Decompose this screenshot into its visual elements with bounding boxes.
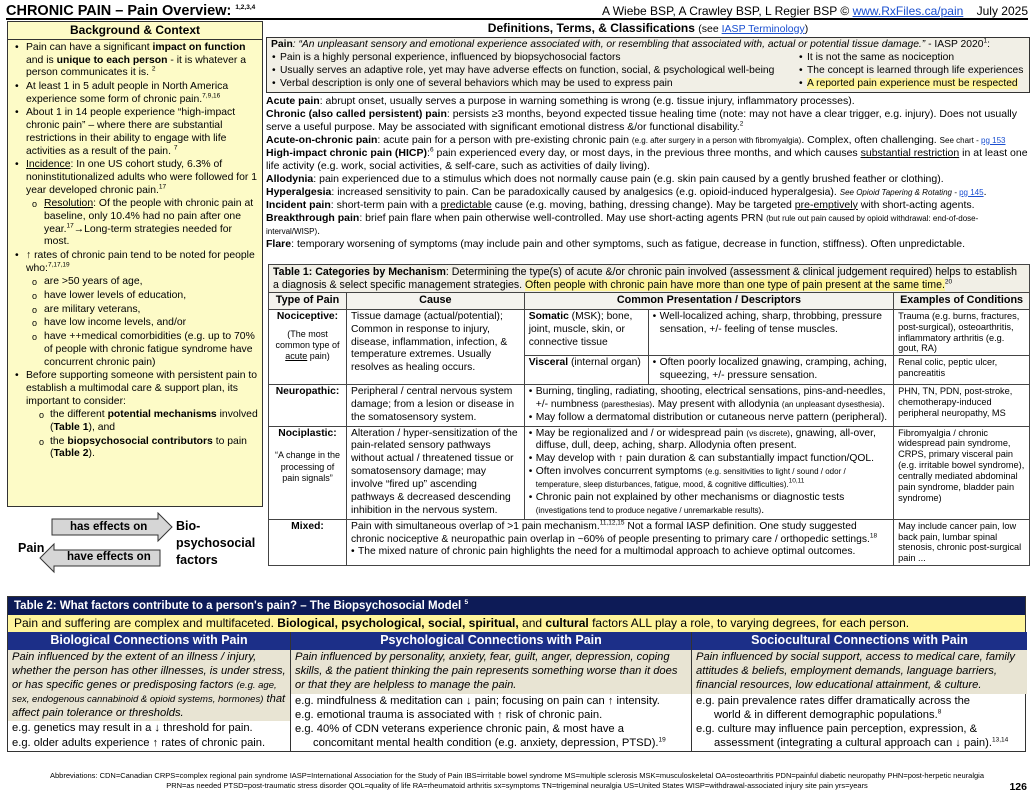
presentation-cell: • Burning, tingling, radiating, shooting, electrical sensations, pins-and-needles, +/- numbness (paresthesias). May present with allodynia (an unpleasant dysesthesia). • May follow a dermatomal distribution or cutaneous nerve pattern (peripheral). bbox=[524, 385, 893, 427]
iasp-definition-box bbox=[266, 37, 1030, 92]
table1-header: Common Presentation / Descriptors bbox=[524, 293, 893, 309]
iasp-point: • Pain is a highly personal experience, influenced by biopsychosocial factors bbox=[271, 52, 798, 65]
iasp-point: • The concept is learned through life experiences bbox=[798, 65, 1025, 78]
definitions-title: Definitions, Terms, & Classifications (see IASP Terminology) bbox=[487, 21, 809, 35]
psychological-column bbox=[291, 632, 692, 750]
example-line: world & in different demographic populations.$^8$ bbox=[714, 708, 942, 721]
background-subpoint: o the biopsychosocial contributors to pain (Table 2). bbox=[14, 436, 258, 461]
pg153-link[interactable]: pg 153 bbox=[981, 135, 1006, 145]
table1-header: Examples of Conditions bbox=[894, 293, 1030, 309]
table1-caption: Table 1: Categories by Mechanism: Determining the type(s) of acute &/or chronic pain involved (assessment & clinical judgement required) helps to establish a diagnosis & select specific management strategies. Often people with chronic pain have more than one type of pain present at the same time.$^{20}$ bbox=[269, 265, 1030, 293]
iasp-terminology-link[interactable]: IASP Terminology bbox=[721, 23, 805, 35]
examples-cell: Fibromyalgia / chronic widespread pain syndrome, CRPS, primary visceral pain (e.g. irritable bowel syndrome), centrally mediated abdominal pain syndrome, bladder pain syndrome) bbox=[894, 426, 1030, 519]
page-header bbox=[6, 2, 1028, 20]
column-description: Pain influenced by personality, anxiety, fear, guilt, anger, depression, coping skills, & the patient thinking the pain represents something worse than it does or that they are helpless to manage the pain. bbox=[291, 650, 691, 694]
biological-column bbox=[8, 632, 291, 750]
pain-bps-diagram bbox=[10, 512, 262, 594]
presentation-cell: • Often poorly localized gnawing, cramping, aching, squeezing, +/- pressure sensation. bbox=[648, 356, 894, 385]
type-neuropathic: Neuropathic: bbox=[269, 385, 347, 427]
column-description: Pain influenced by the extent of an illness / injury, whether the person has other illnesses, is under stress, or has specific genes or predisposing factors (e.g. age, sex, endogenous cannabinoid & opioid systems, hormones) that affect pain tolerance or thresholds. bbox=[8, 650, 290, 721]
page-title: CHRONIC PAIN – Pain Overview: $^{1,2,3,4}$ bbox=[6, 3, 256, 19]
page-number: 126 bbox=[1009, 781, 1027, 793]
risk-item: o have low income levels, and/or bbox=[14, 317, 258, 330]
term-chronic-pain: Chronic (also called persistent) pain: persists ≥3 months, beyond expected tissue healing time (note: may not have a clear trigger, e.g. injury). Does not usually serve a useful purpose. May be associated with significant emotional distress &/or functional disability.$^2$ bbox=[266, 107, 1018, 133]
rxfiles-link[interactable]: www.RxFiles.ca/pain bbox=[852, 4, 964, 18]
risk-item: o are >50 years of age, bbox=[14, 276, 258, 289]
table2-subtitle: Pain and suffering are complex and multifaceted. Biological, psychological, social, spiritual, and cultural factors ALL play a role, to varying degrees, for each person. bbox=[8, 615, 1025, 632]
table1-header: Type of Pain bbox=[269, 293, 347, 309]
risk-item: o have ++medical comorbidities (e.g. up to 70% of people with chronic fatigue syndrome have concurrent chronic pain) bbox=[14, 331, 258, 369]
table2-title: Table 2: What factors contribute to a person's pain? – The Biopsychosocial Model $^5$ bbox=[8, 597, 1025, 615]
examples-cell: Renal colic, peptic ulcer, pancreatitis bbox=[894, 356, 1030, 385]
example-line: concomitant mental health condition (e.g. anxiety, depression, PTSD).$^{19}$ bbox=[313, 736, 666, 750]
example-line: e.g. pain prevalence rates differ dramatically across the bbox=[696, 694, 971, 707]
table-row bbox=[269, 519, 1030, 565]
table1-mechanisms bbox=[268, 264, 1030, 566]
example-line: e.g. emotional trauma is associated with ↑ risk of chronic pain. bbox=[295, 708, 603, 721]
column-description: Pain influenced by social support, access to medical care, family attitudes & beliefs, employment demands, language barriers, financial resources, low educational attainment, & culture. bbox=[692, 650, 1027, 694]
table2-biopsychosocial bbox=[7, 596, 1026, 752]
background-point: • At least 1 in 5 adult people in North America experience some form of chronic pain.$^{7,9,16}$ bbox=[14, 81, 258, 106]
example-line: e.g. 40% of CDN veterans experience chronic pain, & most have a bbox=[295, 723, 624, 736]
table-row bbox=[269, 309, 1030, 355]
example-line: e.g. older adults experience ↑ rates of chronic pain. bbox=[12, 736, 266, 749]
sociocultural-column bbox=[692, 632, 1027, 750]
column-header: Psychological Connections with Pain bbox=[291, 632, 691, 650]
example-line: e.g. culture may influence pain perception, expression, & bbox=[696, 723, 978, 736]
term-breakthrough-pain: Breakthrough pain: brief pain flare when pain otherwise well-controlled. May use short-acting agents PRN (but rule out pain caused by opioid withdrawal: end-of-dose-interval/WISP). bbox=[266, 211, 979, 237]
type-mixed: Mixed: bbox=[269, 519, 347, 565]
column-header: Biological Connections with Pain bbox=[8, 632, 290, 650]
table-row bbox=[269, 426, 1030, 519]
term-acute-on-chronic: Acute-on-chronic pain: acute pain for a person with pre-existing chronic pain (e.g. after surgery in a person with fibromyalgia). Complex, often challenging. See chart - pg 153 bbox=[266, 133, 1006, 146]
presentation-cell: • Well-localized aching, sharp, throbbing, pressure sensation, +/- feeling of tense muscles. bbox=[648, 309, 894, 355]
presentation-cell: Pain with simultaneous overlap of >1 pain mechanism.$^{11,12,15}$ Not a formal IASP definition. One study suggested chronic nociceptive & neuropathic pain overlap in ~60% of people presenting to primary care / orthopedic settings.$^{18}$ • The mixed nature of chronic pain highlights the need for a multimodal approach to achieve optimal outcomes. bbox=[346, 519, 893, 565]
column-header: Sociocultural Connections with Pain bbox=[692, 632, 1027, 650]
term-allodynia: Allodynia: pain experienced due to a stimulus which does not normally cause pain (e.g. skin pain caused by a gently brushed feather or clothing). bbox=[266, 172, 944, 185]
type-nociplastic: Nociplastic: “A change in the processing of pain signals” bbox=[269, 426, 347, 519]
pain-label: Pain bbox=[18, 541, 45, 555]
authors-line: A Wiebe BSP, A Crawley BSP, L Regier BSP © www.RxFiles.ca/pain July 2025 bbox=[602, 4, 1028, 18]
has-effects-on-label: has effects on bbox=[70, 521, 148, 533]
term-list bbox=[266, 95, 1030, 251]
term-hyperalgesia: Hyperalgesia: increased sensitivity to pain. Can be paradoxically caused by analgesics (e.g. opioid-induced hyperalgesia). See Opioid Tapering & Rotating - pg 145. bbox=[266, 185, 987, 198]
cause-cell: Peripheral / central nervous system damage; from a lesion or disease in the somatosensory system. bbox=[346, 385, 524, 427]
background-subpoint: o the different potential mechanisms involved (Table 1), and bbox=[14, 409, 258, 434]
background-point: • ↑ rates of chronic pain tend to be noted for people who:$^{7,17,19}$ bbox=[14, 250, 258, 275]
term-acute-pain: Acute pain: abrupt onset, usually serves a purpose in warning something is wrong (e.g. tissue injury, inflammatory processes). bbox=[266, 94, 855, 107]
background-subpoint: o Resolution: Of the people with chronic pain at baseline, only 10.4% had no pain after one year.$^{17}$→Long-term strategies needed for most. bbox=[14, 198, 258, 249]
term-flare: Flare: temporary worsening of symptoms (may include pain and other symptoms, such as fatigue, decrease in function, stiffness). Often unpredictable. bbox=[266, 237, 965, 250]
background-title: Background & Context bbox=[8, 22, 262, 40]
presentation-cell: • May be regionalized and / or widespread pain (vs discrete), gnawing, all-over, diffuse, dull, deep, aching, sharp. Allodynia often present. • May develop with ↑ pain duration & can substantially impact function/QOL. • Often involves concurrent symptoms (e.g. sensitivities to light / sound / odor / temperature, sleep disturbances, fatigue, mood, & cognitive difficulties).$^{10,11}$ • Chronic pain not explained by other mechanisms or diagnostic tests (investigations tend to produce negative / unremarkable results). bbox=[524, 426, 893, 519]
pg145-link[interactable]: pg 145 bbox=[959, 187, 984, 197]
term-incident-pain: Incident pain: short-term pain with a predictable cause (e.g. moving, bathing, dressing change). May be targeted pre-emptively with short-acting agents. bbox=[266, 198, 975, 211]
iasp-point: • Usually serves an adaptive role, yet may have adverse effects on function, social, & psychological well-being bbox=[271, 65, 798, 78]
example-line: assessment (integrating a cultural approach can ↓ pain).$^{13,14}$ bbox=[714, 736, 1009, 750]
biopsychosocial-label: Bio- psychosocial factors bbox=[176, 519, 256, 567]
iasp-pain-definition: Pain: “An unpleasant sensory and emotional experience associated with, or resembling that associated with, actual or potential tissue damage.” - IASP 2020$^1$: bbox=[271, 37, 990, 51]
iasp-point: • It is not the same as nociception bbox=[798, 52, 1025, 65]
example-line: e.g. mindfulness & meditation can ↓ pain; focusing on pain can ↑ intensity. bbox=[295, 694, 660, 707]
background-point: • Incidence: In one US cohort study, 6.3% of noninstitutionalized adults who were followed for 1 year developed chronic pain.$^{17}$ bbox=[14, 159, 258, 197]
table-row bbox=[269, 385, 1030, 427]
have-effects-on-label: have effects on bbox=[67, 551, 151, 563]
iasp-point: • Verbal description is only one of several behaviors which may be used to express pain bbox=[271, 78, 798, 91]
iasp-point: • A reported pain experience must be respected bbox=[798, 78, 1025, 91]
examples-cell: May include cancer pain, low back pain, lumbar spinal stenosis, chronic post-surgical pain ... bbox=[894, 519, 1030, 565]
background-point: • Pain can have a significant impact on function and is unique to each person - it is whatever a person communicates it is. $^2$ bbox=[14, 42, 258, 80]
example-line: e.g. genetics may result in a ↓ threshold for pain. bbox=[12, 722, 253, 735]
examples-cell: Trauma (e.g. burns, fractures, post-surgical), osteoarthritis, inflammatory arthritis (e.g. gout, RA) bbox=[894, 309, 1030, 355]
abbreviations-footer: Abbreviations: CDN=Canadian CRPS=complex regional pain syndrome IASP=International Association for the Study of Pain IBS=irritable bowel syndrome MS=multiple sclerosis MSK=musculoskeletal OA=osteoarthritis PDN=painful diabetic neuropathy PHN=post-herpetic neuralgia PRN=as needed PTSD=post-traumatic stress disorder QOL=quality of life RA=rheumatoid arthritis sx=symptoms TN=trigeminal neuralgia US=United States WISP=withdrawal-associated injury site pain yrs=years bbox=[49, 771, 985, 790]
examples-cell: PHN, TN, PDN, post-stroke, chemotherapy-induced peripheral neuropathy, MS bbox=[894, 385, 1030, 427]
risk-item: o are military veterans, bbox=[14, 304, 258, 317]
background-point: • About 1 in 14 people experience “high-impact chronic pain” – where there are substantial restrictions in their ability to engage with life activities as a result of the pain. $^7$ bbox=[14, 107, 258, 158]
cause-cell: Alteration / hyper-sensitization of the pain-related sensory pathways without actual / threatened tissue or somatosensory damage; may involve “fired up” ascending pathways & decreased descending inhibition in the nervous system. bbox=[346, 426, 524, 519]
background-point: • Before supporting someone with persistent pain to establish a multimodal care & support plan, its important to consider: bbox=[14, 370, 258, 408]
cause-cell: Tissue damage (actual/potential); Common in response to injury, disease, inflammation, infection, & temperature extremes. Usually resolves as healing occurs. bbox=[346, 309, 524, 384]
term-hicp: High-impact chronic pain (HICP):$^6$ pain experienced every day, or most days, in the previous three months, and which causes substantial restriction in at least one life activity (e.g. work, social activities, & self-care, such as activities of daily living). bbox=[266, 146, 1028, 172]
risk-item: o have lower levels of education, bbox=[14, 290, 258, 303]
visceral-cell: Visceral (internal organ) bbox=[524, 356, 648, 385]
somatic-cell: Somatic (MSK); bone, joint, muscle, skin, or connective tissue bbox=[524, 309, 648, 355]
definitions-section bbox=[266, 21, 1030, 251]
background-context-box bbox=[7, 21, 263, 507]
type-nociceptive: Nociceptive: (The most common type of acute pain) bbox=[269, 309, 347, 384]
table1-header: Cause bbox=[346, 293, 524, 309]
